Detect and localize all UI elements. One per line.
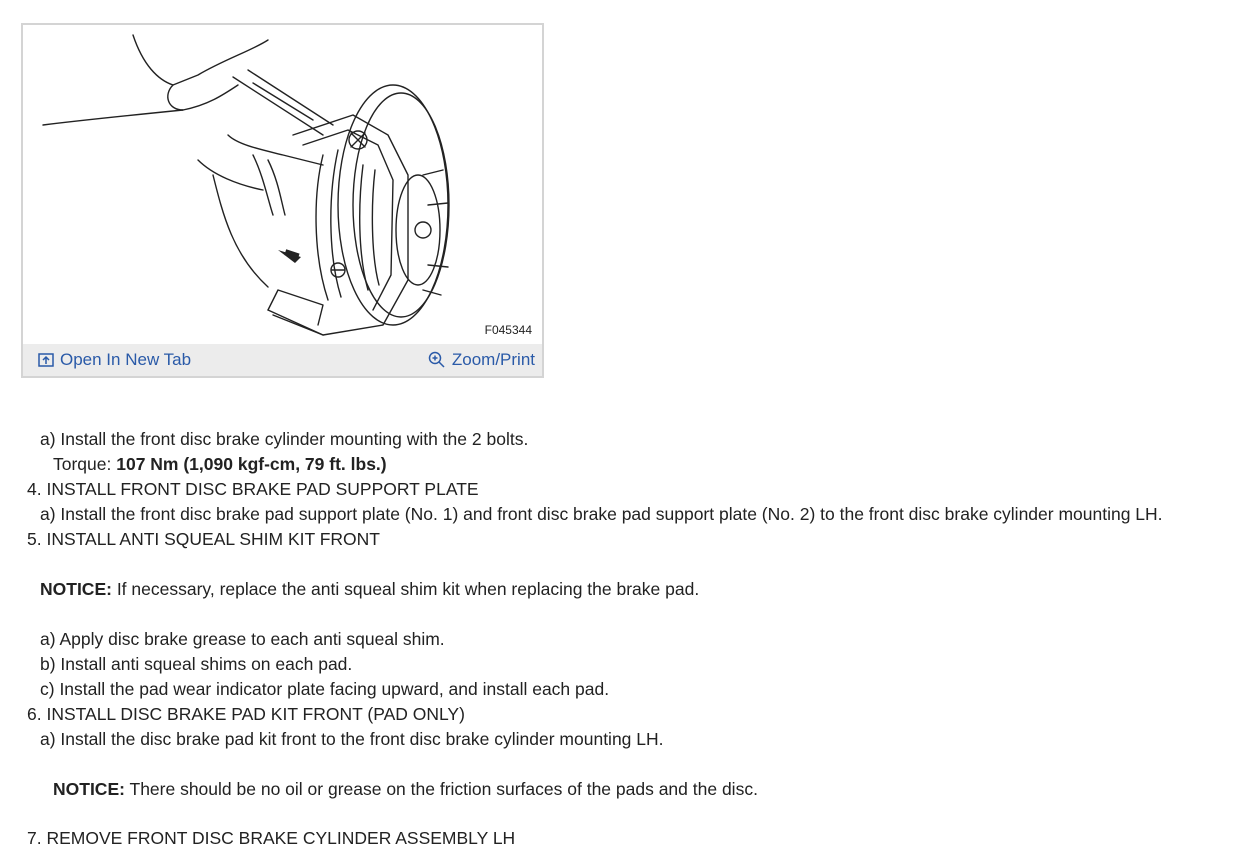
step-4-heading: 4. INSTALL FRONT DISC BRAKE PAD SUPPORT PLATE	[27, 479, 479, 499]
step-5a: a) Apply disc brake grease to each anti squeal shim.	[40, 629, 445, 649]
torque-spec	[53, 452, 387, 477]
step-3a: a) Install the front disc brake cylinder mounting with the 2 bolts.	[40, 429, 529, 449]
torque-value: 107 Nm (1,090 kgf-cm, 79 ft. lbs.)	[116, 454, 387, 474]
figure-toolbar	[23, 344, 542, 376]
step-7-heading: 7. REMOVE FRONT DISC BRAKE CYLINDER ASSEMBLY LH	[27, 828, 516, 848]
notice-1	[40, 577, 699, 602]
step-5c: c) Install the pad wear indicator plate facing upward, and install each pad.	[40, 679, 610, 699]
step-6-heading: 6. INSTALL DISC BRAKE PAD KIT FRONT (PAD ONLY)	[27, 704, 465, 724]
notice-2	[53, 777, 758, 802]
zoom-icon	[428, 351, 446, 369]
step-6a: a) Install the disc brake pad kit front to the front disc brake cylinder mounting LH.	[40, 729, 664, 749]
step-4a: a) Install the front disc brake pad support plate (No. 1) and front disc brake pad support plate (No. 2) to the front disc brake cylinder mounting LH.	[40, 504, 1163, 524]
open-new-tab-link[interactable]	[38, 350, 191, 370]
step-5-heading: 5. INSTALL ANTI SQUEAL SHIM KIT FRONT	[27, 529, 380, 549]
notice-2-label: NOTICE:	[53, 779, 125, 799]
open-new-tab-label: Open In New Tab	[60, 350, 192, 369]
figure-container	[21, 23, 544, 378]
torque-label: Torque:	[53, 454, 117, 474]
open-new-tab-icon	[38, 353, 54, 367]
zoom-print-link[interactable]	[428, 350, 535, 370]
zoom-print-label: Zoom/Print	[451, 350, 535, 369]
notice-1-label: NOTICE:	[40, 579, 112, 599]
brake-caliper-illustration	[23, 25, 542, 345]
figure-code: F045344	[484, 323, 532, 337]
notice-1-text: If necessary, replace the anti squeal shim kit when replacing the brake pad.	[111, 579, 700, 599]
notice-2-text: There should be no oil or grease on the friction surfaces of the pads and the disc.	[124, 779, 758, 799]
step-5b: b) Install anti squeal shims on each pad.	[40, 654, 353, 674]
